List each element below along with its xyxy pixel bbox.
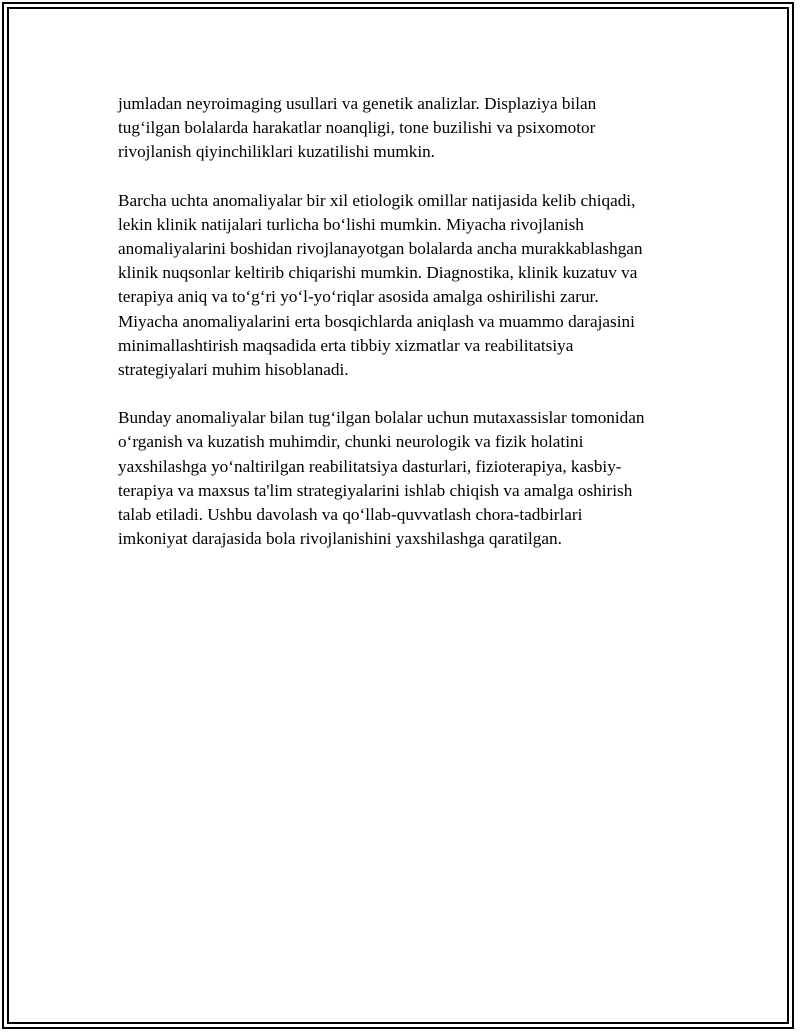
text-line: o‘rganish va kuzatish muhimdir, chunki neurologik va fizik holatini — [118, 432, 584, 452]
text-line: klinik nuqsonlar keltirib chiqarishi mumkin. Diagnostika, klinik kuzatuv va — [118, 263, 638, 283]
text-line: lekin klinik natijalari turlicha bo‘lishi mumkin. Miyacha rivojlanish — [118, 214, 584, 234]
text-line: talab etiladi. Ushbu davolash va qo‘llab-quvvatlash chora-tadbirlari — [118, 505, 583, 525]
text-line: anomaliyalarini boshidan rivojlanayotgan bolalarda ancha murakkablashgan — [118, 239, 643, 259]
paragraph-1 — [118, 92, 698, 165]
text-line: Barcha uchta anomaliyalar bir xil etiologik omillar natijasida kelib chiqadi, — [118, 190, 636, 210]
text-line: Miyacha anomaliyalarini erta bosqichlarda aniqlash va muammo darajasini — [118, 311, 635, 331]
text-line: yaxshilashga yo‘naltirilgan reabilitatsiya dasturlari, fizioterapiya, kasbiy- — [118, 456, 622, 476]
text-line: Bunday anomaliyalar bilan tug‘ilgan bolalar uchun mutaxassislar tomonidan — [118, 408, 645, 428]
text-line: tug‘ilgan bolalarda harakatlar noanqligi, tone buzilishi va psixomotor — [118, 118, 596, 138]
text-line: terapiya va maxsus ta'lim strategiyalarini ishlab chiqish va amalga oshirish — [118, 480, 633, 500]
text-line: jumladan neyroimaging usullari va genetik analizlar. Displaziya bilan — [118, 94, 597, 113]
text-line: imkoniyat darajasida bola rivojlanishini yaxshilashga qaratilgan. — [118, 529, 562, 549]
text-line: terapiya aniq va to‘g‘ri yo‘l-yo‘riqlar asosida amalga oshirilishi zarur. — [118, 287, 599, 307]
document-body — [118, 92, 698, 575]
paragraph-3 — [118, 406, 698, 551]
text-line: rivojlanish qiyinchiliklari kuzatilishi mumkin. — [118, 142, 435, 162]
text-line: strategiyalari muhim hisoblanadi. — [118, 360, 349, 380]
text-line: minimallashtirish maqsadida erta tibbiy xizmatlar va reabilitatsiya — [118, 335, 574, 355]
paragraph-2 — [118, 189, 698, 383]
